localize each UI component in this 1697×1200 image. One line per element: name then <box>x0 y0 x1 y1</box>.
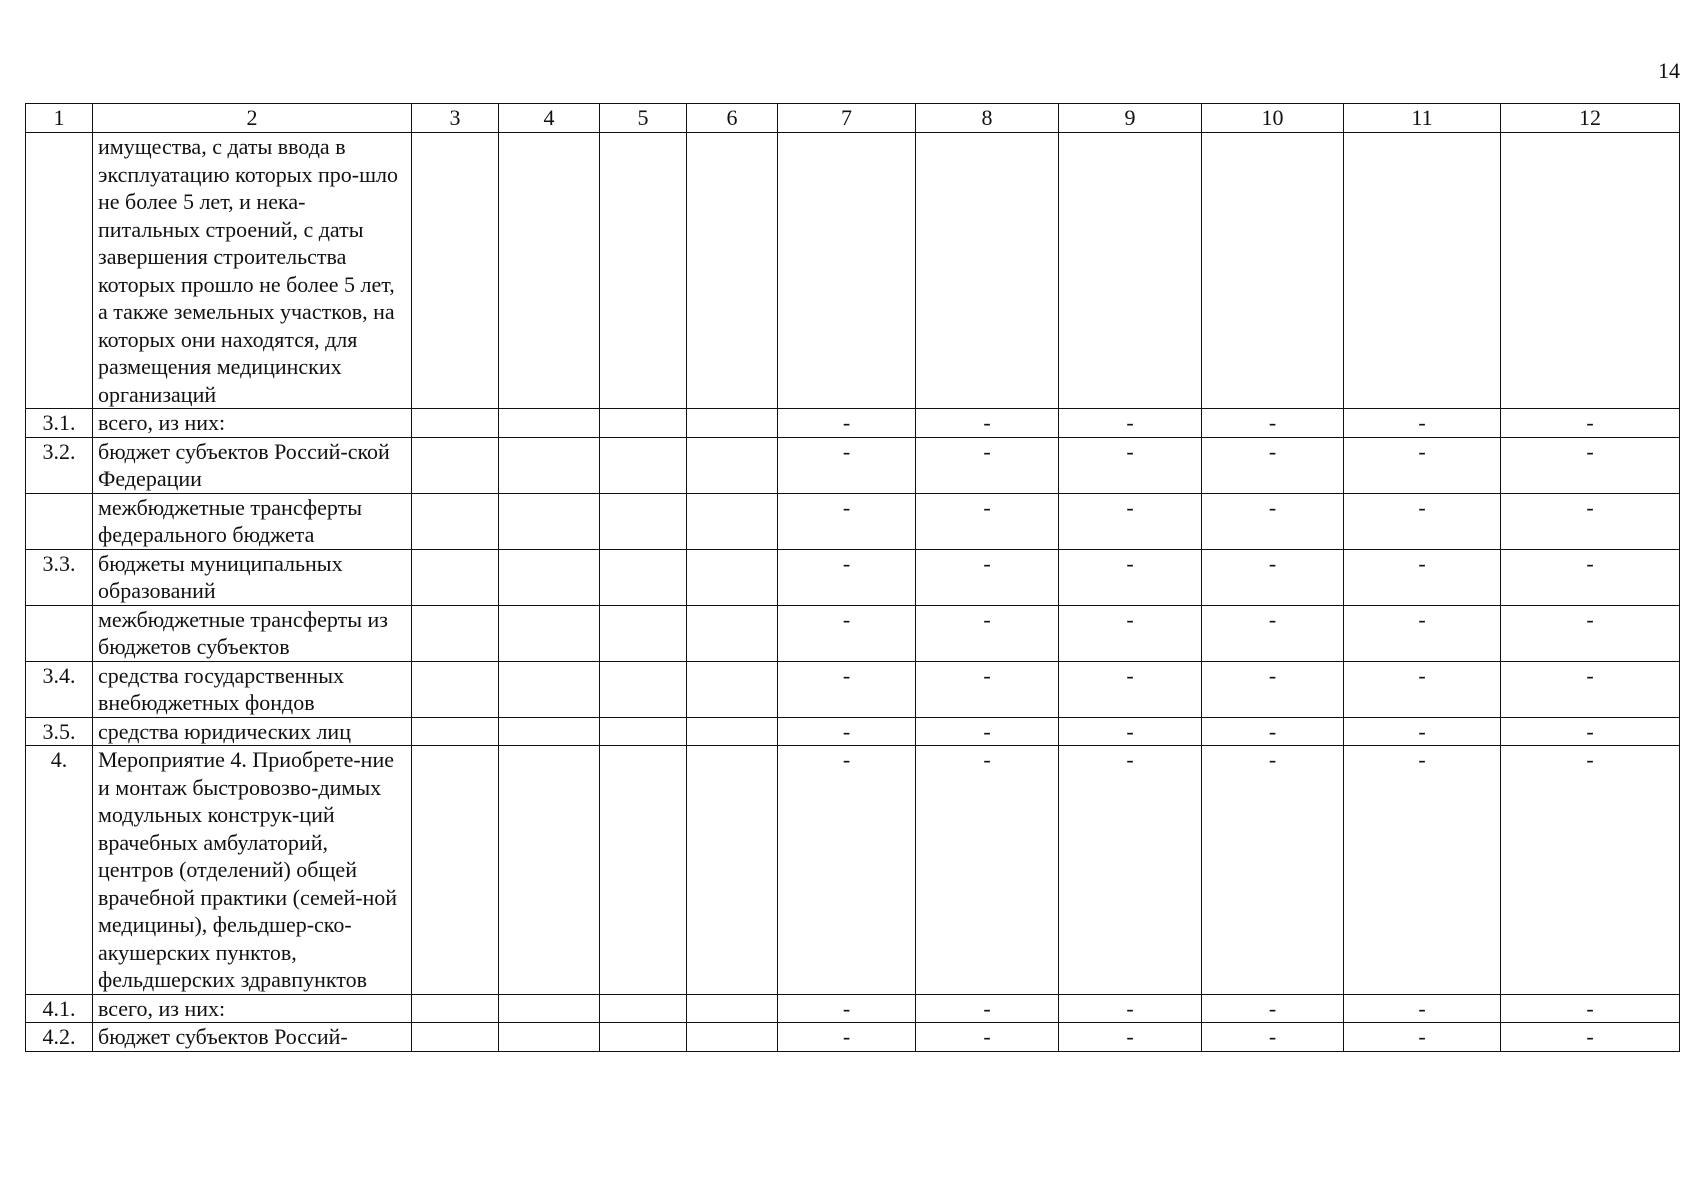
value-cell: - <box>1202 409 1344 438</box>
value-cell <box>499 549 600 605</box>
value-cell: - <box>778 549 916 605</box>
value-cell: - <box>1202 549 1344 605</box>
row-number: 3.3. <box>26 549 93 605</box>
value-cell: - <box>1344 994 1501 1023</box>
value-cell <box>412 661 499 717</box>
column-header: 12 <box>1501 104 1680 133</box>
value-cell: - <box>1202 493 1344 549</box>
page-number: 14 <box>1658 58 1680 83</box>
value-cell <box>687 409 778 438</box>
row-number: 3.2. <box>26 437 93 493</box>
column-header: 2 <box>93 104 412 133</box>
row-number: 3.5. <box>26 717 93 746</box>
column-header: 9 <box>1059 104 1202 133</box>
table-row <box>26 493 1680 549</box>
column-header: 3 <box>412 104 499 133</box>
value-cell <box>916 133 1059 409</box>
row-number: 3.4. <box>26 661 93 717</box>
row-number: 4. <box>26 746 93 995</box>
value-cell <box>1059 133 1202 409</box>
value-cell: - <box>1059 437 1202 493</box>
value-cell: - <box>1202 605 1344 661</box>
value-cell: - <box>1501 717 1680 746</box>
value-cell: - <box>1059 549 1202 605</box>
value-cell: - <box>1059 409 1202 438</box>
value-cell <box>499 409 600 438</box>
row-number: 3.1. <box>26 409 93 438</box>
value-cell <box>600 717 687 746</box>
value-cell <box>412 994 499 1023</box>
value-cell <box>1344 133 1501 409</box>
value-cell: - <box>1202 1023 1344 1052</box>
table-row <box>26 717 1680 746</box>
value-cell: - <box>916 409 1059 438</box>
value-cell: - <box>1344 493 1501 549</box>
value-cell: - <box>916 549 1059 605</box>
value-cell: - <box>1059 661 1202 717</box>
value-cell: - <box>1202 717 1344 746</box>
value-cell: - <box>1501 437 1680 493</box>
value-cell <box>499 133 600 409</box>
value-cell <box>412 549 499 605</box>
value-cell: - <box>1344 717 1501 746</box>
value-cell: - <box>916 493 1059 549</box>
row-name: средства юридических лиц <box>93 717 412 746</box>
value-cell <box>687 1023 778 1052</box>
table-row <box>26 605 1680 661</box>
value-cell: - <box>1059 717 1202 746</box>
value-cell: - <box>1202 661 1344 717</box>
value-cell: - <box>778 493 916 549</box>
table-row <box>26 409 1680 438</box>
value-cell <box>499 493 600 549</box>
value-cell <box>687 133 778 409</box>
value-cell <box>600 605 687 661</box>
value-cell <box>600 661 687 717</box>
value-cell <box>778 133 916 409</box>
value-cell: - <box>1059 1023 1202 1052</box>
table-row <box>26 661 1680 717</box>
value-cell <box>600 549 687 605</box>
value-cell: - <box>1344 409 1501 438</box>
value-cell: - <box>1501 605 1680 661</box>
row-name: средства государственных внебюджетных фондов <box>93 661 412 717</box>
value-cell: - <box>778 437 916 493</box>
value-cell: - <box>1501 661 1680 717</box>
value-cell: - <box>1344 437 1501 493</box>
value-cell <box>600 493 687 549</box>
value-cell: - <box>778 1023 916 1052</box>
value-cell <box>412 605 499 661</box>
value-cell: - <box>1501 493 1680 549</box>
table-row <box>26 1023 1680 1052</box>
value-cell: - <box>916 994 1059 1023</box>
table-row <box>26 133 1680 409</box>
value-cell <box>499 746 600 995</box>
value-cell <box>499 437 600 493</box>
value-cell: - <box>1344 1023 1501 1052</box>
value-cell <box>412 409 499 438</box>
value-cell: - <box>1344 661 1501 717</box>
value-cell: - <box>916 437 1059 493</box>
value-cell: - <box>778 661 916 717</box>
value-cell <box>412 493 499 549</box>
column-header: 8 <box>916 104 1059 133</box>
value-cell: - <box>916 605 1059 661</box>
value-cell: - <box>1501 549 1680 605</box>
value-cell: - <box>778 605 916 661</box>
value-cell: - <box>916 661 1059 717</box>
table-row <box>26 746 1680 995</box>
row-name: имущества, с даты ввода в эксплуатацию которых про-шло не более 5 лет, и нека-питальных строений, с даты завершения строительства которых прошло не более 5 лет, а также земельных участков, на которых они находятся, для размещения медицинских организаций <box>93 133 412 409</box>
row-name: всего, из них: <box>93 994 412 1023</box>
value-cell <box>412 746 499 995</box>
row-name: бюджет субъектов Россий- <box>93 1023 412 1052</box>
table-row <box>26 437 1680 493</box>
value-cell <box>499 717 600 746</box>
column-header: 1 <box>26 104 93 133</box>
value-cell <box>412 1023 499 1052</box>
value-cell <box>499 661 600 717</box>
value-cell <box>687 437 778 493</box>
value-cell <box>412 133 499 409</box>
value-cell: - <box>1202 437 1344 493</box>
value-cell: - <box>1202 994 1344 1023</box>
value-cell <box>499 994 600 1023</box>
value-cell <box>412 717 499 746</box>
value-cell: - <box>778 746 916 995</box>
value-cell <box>600 133 687 409</box>
value-cell: - <box>1344 746 1501 995</box>
column-header: 6 <box>687 104 778 133</box>
budget-table <box>25 103 1680 1052</box>
row-name: межбюджетные трансферты из бюджетов субъектов <box>93 605 412 661</box>
value-cell <box>687 994 778 1023</box>
value-cell <box>687 493 778 549</box>
value-cell: - <box>916 1023 1059 1052</box>
value-cell <box>687 746 778 995</box>
value-cell <box>687 661 778 717</box>
column-header: 5 <box>600 104 687 133</box>
value-cell: - <box>1059 493 1202 549</box>
value-cell: - <box>1344 549 1501 605</box>
row-name: всего, из них: <box>93 409 412 438</box>
row-name: межбюджетные трансферты федерального бюджета <box>93 493 412 549</box>
value-cell <box>600 437 687 493</box>
value-cell <box>687 605 778 661</box>
value-cell: - <box>1501 994 1680 1023</box>
column-header: 11 <box>1344 104 1501 133</box>
value-cell: - <box>1501 409 1680 438</box>
row-name: бюджет субъектов Россий-ской Федерации <box>93 437 412 493</box>
value-cell <box>687 717 778 746</box>
row-number: 4.1. <box>26 994 93 1023</box>
table-row <box>26 994 1680 1023</box>
row-name: бюджеты муниципальных образований <box>93 549 412 605</box>
row-number <box>26 493 93 549</box>
value-cell: - <box>778 994 916 1023</box>
value-cell: - <box>1501 746 1680 995</box>
value-cell: - <box>1344 605 1501 661</box>
value-cell <box>600 746 687 995</box>
value-cell <box>600 1023 687 1052</box>
value-cell <box>412 437 499 493</box>
value-cell <box>499 1023 600 1052</box>
table-body <box>26 133 1680 1052</box>
value-cell: - <box>916 717 1059 746</box>
value-cell <box>499 605 600 661</box>
row-name: Мероприятие 4. Приобрете-ние и монтаж быстровозво-димых модульных конструк-ций врачебных амбулаторий, центров (отделений) общей врачебной практики (семей-ной медицины), фельдшер-ско-акушерских пунктов, фельдшерских здравпунктов <box>93 746 412 995</box>
row-number: 4.2. <box>26 1023 93 1052</box>
header-row <box>26 104 1680 133</box>
value-cell <box>600 994 687 1023</box>
value-cell: - <box>916 746 1059 995</box>
value-cell <box>600 409 687 438</box>
value-cell: - <box>1059 746 1202 995</box>
value-cell: - <box>1059 605 1202 661</box>
column-header: 10 <box>1202 104 1344 133</box>
row-number <box>26 605 93 661</box>
row-number <box>26 133 93 409</box>
value-cell: - <box>1059 994 1202 1023</box>
value-cell: - <box>778 409 916 438</box>
value-cell <box>687 549 778 605</box>
value-cell <box>1501 133 1680 409</box>
value-cell <box>1202 133 1344 409</box>
value-cell: - <box>1501 1023 1680 1052</box>
column-header: 4 <box>499 104 600 133</box>
value-cell: - <box>778 717 916 746</box>
value-cell: - <box>1202 746 1344 995</box>
table-row <box>26 549 1680 605</box>
column-header: 7 <box>778 104 916 133</box>
